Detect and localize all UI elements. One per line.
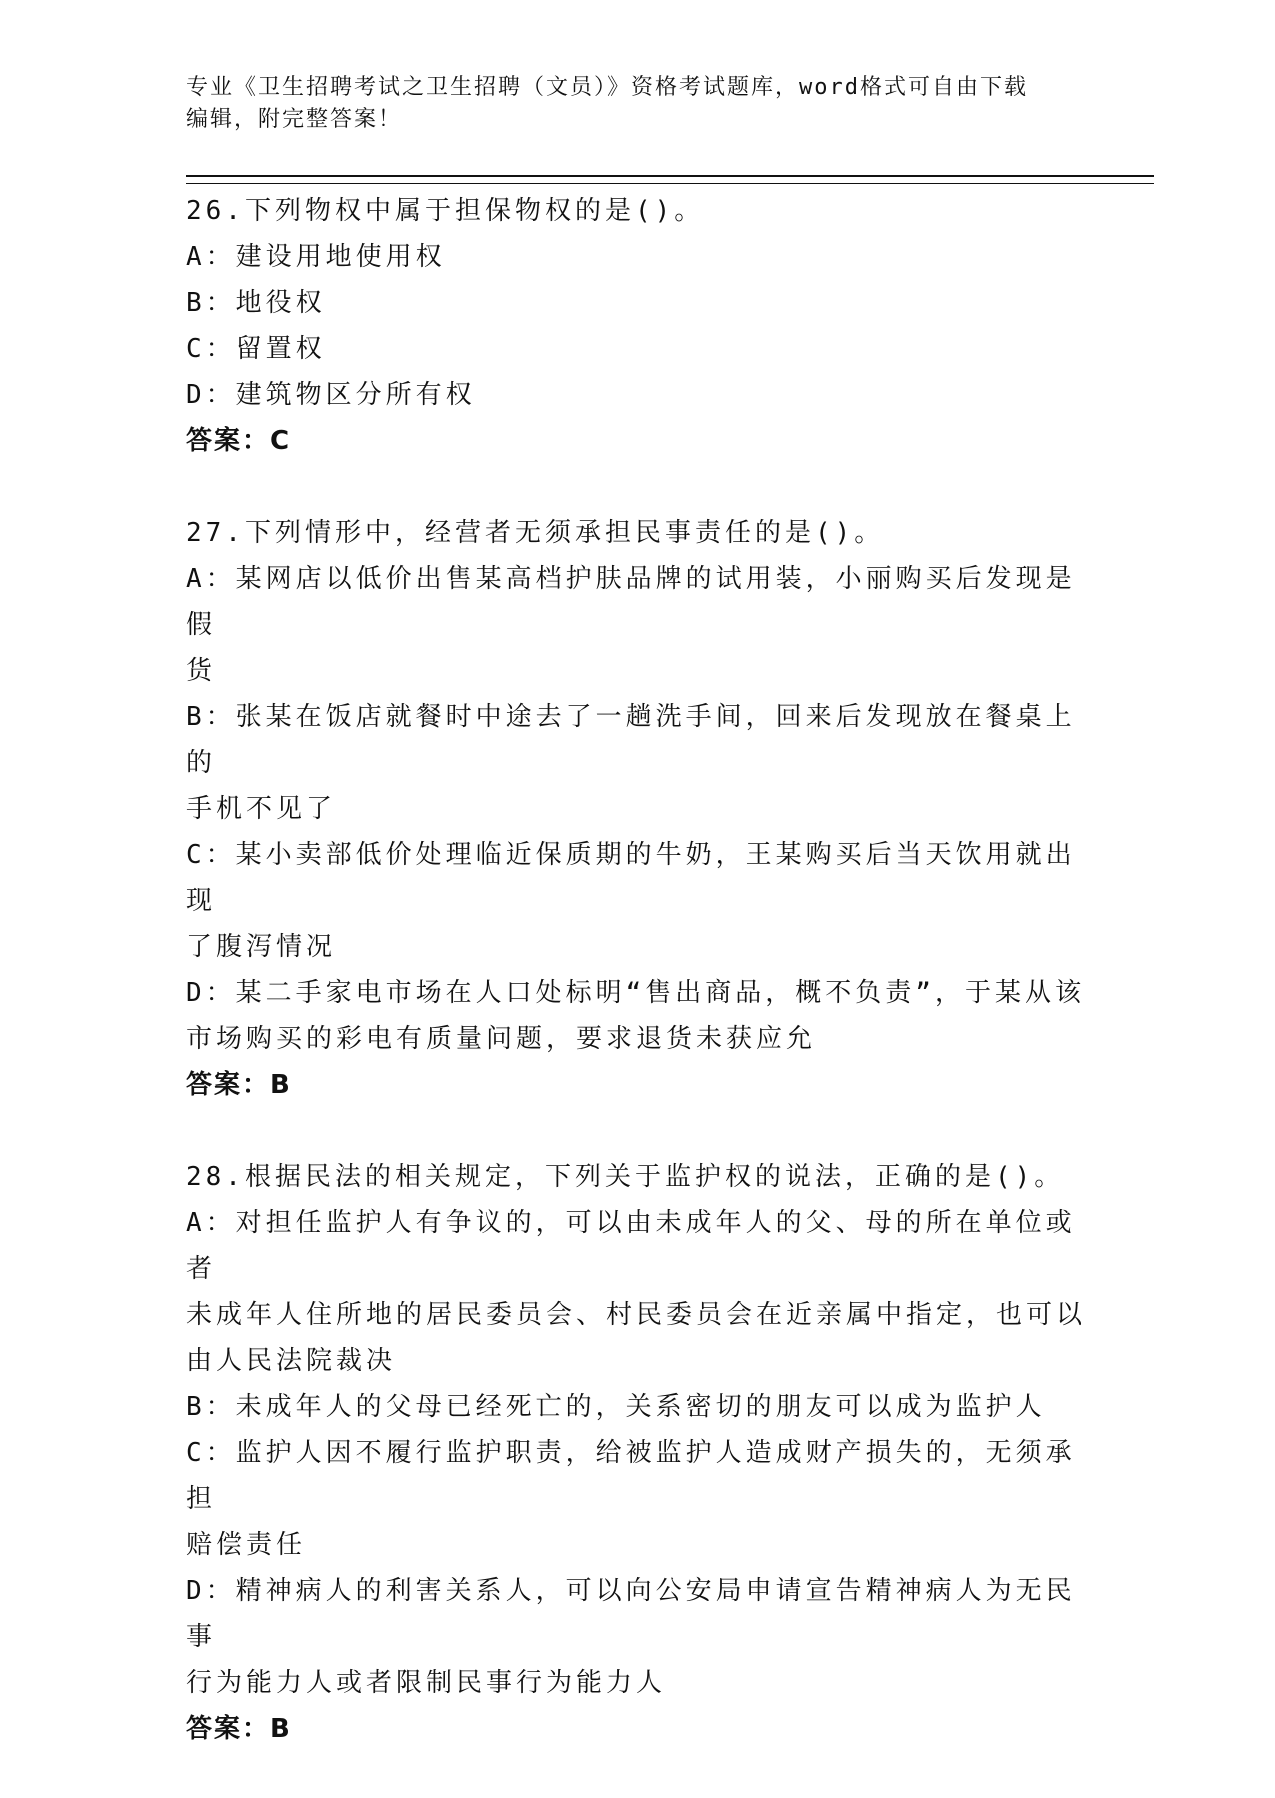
option-d: D：建筑物区分所有权 [186, 380, 476, 410]
option-c-continued: 赔偿责任 [186, 1530, 307, 1560]
question-28 [186, 1154, 1086, 1752]
option-a-continued: 未成年人住所地的居民委员会、村民委员会在近亲属中指定，也可以 [186, 1300, 1087, 1330]
option-c: C：某小卖部低价处理临近保质期的牛奶，王某购买后当天饮用就出现 [186, 840, 1076, 916]
answer-label: 答案：B [186, 1714, 292, 1744]
header-line-2: 编辑，附完整答案！ [186, 107, 403, 132]
header-divider [186, 175, 1154, 184]
question-stem: 28.根据民法的相关规定，下列关于监护权的说法，正确的是()。 [186, 1162, 1065, 1192]
question-stem: 27.下列情形中，经营者无须承担民事责任的是()。 [186, 518, 885, 548]
option-a: A：某网店以低价出售某高档护肤品牌的试用装，小丽购买后发现是假 [186, 564, 1076, 640]
option-d-continued: 市场购买的彩电有质量问题，要求退货未获应允 [186, 1024, 817, 1054]
option-d: D：精神病人的利害关系人，可以向公安局申请宣告精神病人为无民事 [186, 1576, 1076, 1652]
question-27 [186, 510, 1086, 1108]
question-26 [186, 188, 1086, 464]
option-a: A：对担任监护人有争议的，可以由未成年人的父、母的所在单位或者 [186, 1208, 1076, 1284]
answer-label: 答案：B [186, 1070, 292, 1100]
option-b: B：未成年人的父母已经死亡的，关系密切的朋友可以成为监护人 [186, 1392, 1046, 1422]
document-header [186, 72, 1066, 136]
option-b: B：地役权 [186, 288, 326, 318]
option-a: A：建设用地使用权 [186, 242, 446, 272]
option-a-continued: 由人民法院裁决 [186, 1346, 397, 1376]
option-d: D：某二手家电市场在人口处标明“售出商品，概不负责”，于某从该 [186, 978, 1085, 1008]
option-c: C：监护人因不履行监护职责，给被监护人造成财产损失的，无须承担 [186, 1438, 1076, 1514]
option-a-continued: 货 [186, 656, 217, 686]
answer-label: 答案：C [186, 426, 292, 456]
option-c-continued: 了腹泻情况 [186, 932, 337, 962]
option-b-continued: 手机不见了 [186, 794, 337, 824]
option-b: B：张某在饭店就餐时中途去了一趟洗手间，回来后发现放在餐桌上的 [186, 702, 1076, 778]
question-list [186, 188, 1086, 1798]
header-line-1: 专业《卫生招聘考试之卫生招聘（文员）》资格考试题库，word格式可自由下载 [186, 75, 1028, 100]
question-stem: 26.下列物权中属于担保物权的是()。 [186, 196, 705, 226]
option-c: C：留置权 [186, 334, 326, 364]
option-d-continued: 行为能力人或者限制民事行为能力人 [186, 1668, 667, 1698]
